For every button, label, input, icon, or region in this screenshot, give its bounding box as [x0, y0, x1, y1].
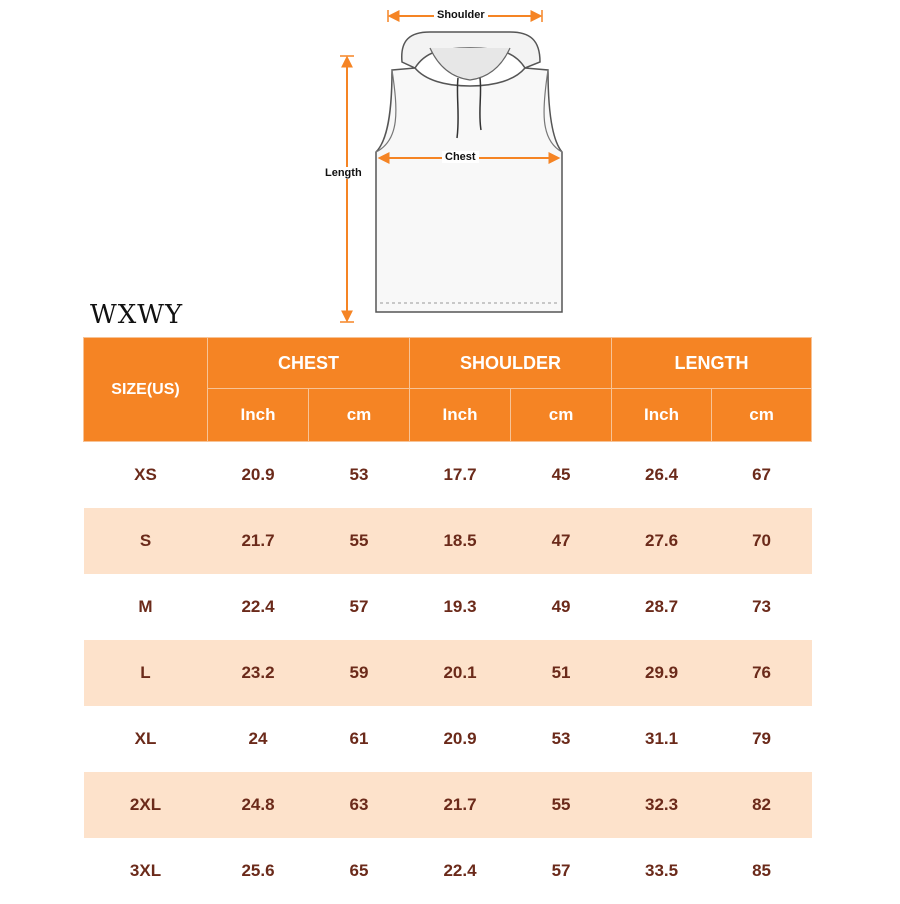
length-cm-cell: 73 [712, 574, 812, 640]
shoulder-cm-cell: 49 [511, 574, 612, 640]
size-column-header: SIZE(US) [84, 338, 208, 442]
chest-inch-cell: 20.9 [208, 442, 309, 509]
size-cell: 2XL [84, 772, 208, 838]
table-row [84, 442, 812, 509]
shoulder-inch-cell: 17.7 [410, 442, 511, 509]
chest-cm-cell: 65 [309, 838, 410, 904]
chest-inch-cell: 24 [208, 706, 309, 772]
unit-header: cm [309, 389, 410, 442]
chest-cm-cell: 59 [309, 640, 410, 706]
size-cell: S [84, 508, 208, 574]
unit-header: cm [712, 389, 812, 442]
shoulder-cm-cell: 53 [511, 706, 612, 772]
shoulder-label: Shoulder [434, 9, 488, 21]
chest-cm-cell: 63 [309, 772, 410, 838]
chest-cm-cell: 61 [309, 706, 410, 772]
length-group-header: LENGTH [612, 338, 812, 389]
shoulder-inch-cell: 18.5 [410, 508, 511, 574]
size-cell: 3XL [84, 838, 208, 904]
shoulder-cm-cell: 51 [511, 640, 612, 706]
chest-inch-cell: 23.2 [208, 640, 309, 706]
length-inch-cell: 32.3 [612, 772, 712, 838]
chest-label: Chest [442, 151, 479, 163]
chest-inch-cell: 21.7 [208, 508, 309, 574]
size-cell: XS [84, 442, 208, 509]
chest-group-header: CHEST [208, 338, 410, 389]
length-cm-cell: 85 [712, 838, 812, 904]
shoulder-inch-cell: 21.7 [410, 772, 511, 838]
unit-header: cm [511, 389, 612, 442]
garment-diagram [0, 0, 900, 330]
shoulder-inch-cell: 20.9 [410, 706, 511, 772]
chest-inch-cell: 24.8 [208, 772, 309, 838]
length-cm-cell: 79 [712, 706, 812, 772]
length-inch-cell: 27.6 [612, 508, 712, 574]
brand-logo: WXWY [90, 300, 184, 330]
length-inch-cell: 33.5 [612, 838, 712, 904]
table-row [84, 838, 812, 904]
body-outline [376, 68, 562, 312]
table-row [84, 706, 812, 772]
table-row [84, 640, 812, 706]
chest-cm-cell: 55 [309, 508, 410, 574]
chest-inch-cell: 22.4 [208, 574, 309, 640]
table-row [84, 574, 812, 640]
shoulder-group-header: SHOULDER [410, 338, 612, 389]
unit-header: Inch [410, 389, 511, 442]
unit-header: Inch [612, 389, 712, 442]
chest-cm-cell: 53 [309, 442, 410, 509]
shoulder-cm-cell: 55 [511, 772, 612, 838]
shoulder-inch-cell: 20.1 [410, 640, 511, 706]
length-cm-cell: 67 [712, 442, 812, 509]
length-cm-cell: 70 [712, 508, 812, 574]
length-label: Length [322, 167, 365, 179]
shoulder-cm-cell: 57 [511, 838, 612, 904]
shoulder-cm-cell: 45 [511, 442, 612, 509]
size-cell: XL [84, 706, 208, 772]
table-row [84, 508, 812, 574]
hoodie-illustration [0, 0, 900, 330]
chest-cm-cell: 57 [309, 574, 410, 640]
length-inch-cell: 28.7 [612, 574, 712, 640]
length-inch-cell: 26.4 [612, 442, 712, 509]
size-cell: L [84, 640, 208, 706]
chest-inch-cell: 25.6 [208, 838, 309, 904]
shoulder-inch-cell: 19.3 [410, 574, 511, 640]
group-header-row [84, 338, 812, 389]
shoulder-inch-cell: 22.4 [410, 838, 511, 904]
hood-opening [430, 48, 510, 80]
table-row [84, 772, 812, 838]
length-inch-cell: 31.1 [612, 706, 712, 772]
length-cm-cell: 82 [712, 772, 812, 838]
size-cell: M [84, 574, 208, 640]
length-inch-cell: 29.9 [612, 640, 712, 706]
length-cm-cell: 76 [712, 640, 812, 706]
shoulder-cm-cell: 47 [511, 508, 612, 574]
unit-header: Inch [208, 389, 309, 442]
drawstring-right [480, 78, 481, 130]
size-chart-table [83, 337, 812, 904]
